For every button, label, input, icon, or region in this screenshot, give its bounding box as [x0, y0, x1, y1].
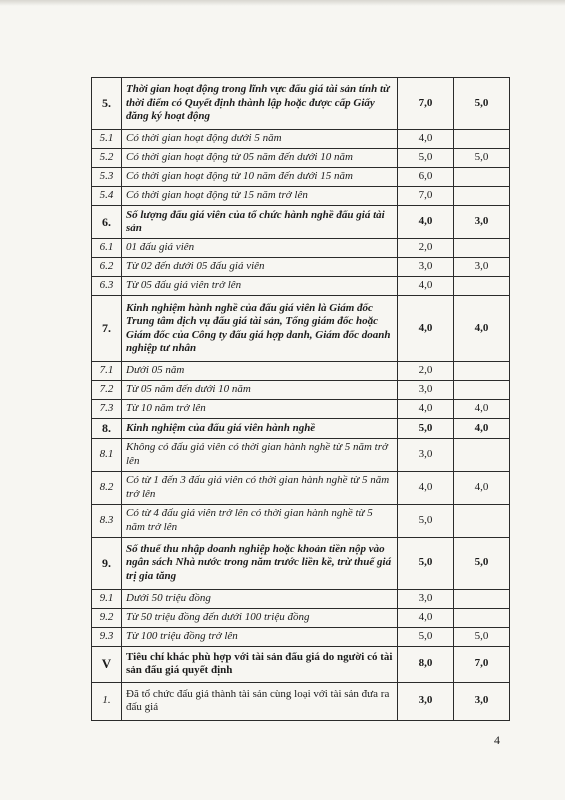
- max-score-cell: 4,0: [398, 400, 454, 419]
- criterion-number-cell: 5.4: [92, 187, 122, 206]
- max-score-cell: 5,0: [398, 627, 454, 646]
- criterion-number-cell: V: [92, 646, 122, 682]
- criterion-description-cell: Từ 05 năm đến dưới 10 năm: [122, 381, 398, 400]
- table-row: [92, 78, 510, 130]
- table-row: [92, 646, 510, 682]
- awarded-score-cell: 5,0: [454, 149, 510, 168]
- table-row: [92, 608, 510, 627]
- max-score-cell: 4,0: [398, 296, 454, 362]
- criterion-number-cell: 1.: [92, 682, 122, 720]
- max-score-cell: 8,0: [398, 646, 454, 682]
- criterion-description-cell: Có từ 4 đấu giá viên trở lên có thời gian hành nghề từ 5 năm trở lên: [122, 504, 398, 537]
- table-row: [92, 362, 510, 381]
- criterion-description-cell: Không có đấu giá viên có thời gian hành nghề từ 5 năm trở lên: [122, 438, 398, 471]
- criterion-description-cell: 01 đấu giá viên: [122, 239, 398, 258]
- page-number: 4: [494, 733, 500, 747]
- awarded-score-cell: [454, 239, 510, 258]
- awarded-score-cell: [454, 608, 510, 627]
- awarded-score-cell: 5,0: [454, 78, 510, 130]
- criterion-number-cell: 7.2: [92, 381, 122, 400]
- criterion-description-cell: Số thuế thu nhập doanh nghiệp hoặc khoản tiền nộp vào ngân sách Nhà nước trong năm trước liền kề, trừ thuế giá trị gia tăng: [122, 537, 398, 589]
- max-score-cell: 4,0: [398, 471, 454, 504]
- table-row: [92, 258, 510, 277]
- criterion-number-cell: 7.3: [92, 400, 122, 419]
- criterion-number-cell: 6.3: [92, 277, 122, 296]
- table-row: [92, 589, 510, 608]
- table-row: [92, 504, 510, 537]
- criterion-number-cell: 5.: [92, 78, 122, 130]
- max-score-cell: 3,0: [398, 438, 454, 471]
- awarded-score-cell: 3,0: [454, 206, 510, 239]
- table-row: [92, 400, 510, 419]
- criterion-number-cell: 8.: [92, 419, 122, 439]
- criterion-description-cell: Thời gian hoạt động trong lĩnh vực đấu giá tài sản tính từ thời điểm có Quyết định thành lập hoặc được cấp Giấy đăng ký hoạt động: [122, 78, 398, 130]
- table-row: [92, 419, 510, 439]
- awarded-score-cell: [454, 504, 510, 537]
- max-score-cell: 3,0: [398, 589, 454, 608]
- awarded-score-cell: [454, 381, 510, 400]
- criterion-number-cell: 5.2: [92, 149, 122, 168]
- max-score-cell: 5,0: [398, 419, 454, 439]
- awarded-score-cell: 4,0: [454, 400, 510, 419]
- max-score-cell: 3,0: [398, 381, 454, 400]
- max-score-cell: 7,0: [398, 187, 454, 206]
- criterion-description-cell: Từ 02 đến dưới 05 đấu giá viên: [122, 258, 398, 277]
- criterion-number-cell: 7.: [92, 296, 122, 362]
- criterion-description-cell: Từ 100 triệu đồng trở lên: [122, 627, 398, 646]
- max-score-cell: 3,0: [398, 258, 454, 277]
- table-row: [92, 206, 510, 239]
- criterion-description-cell: Từ 05 đấu giá viên trở lên: [122, 277, 398, 296]
- max-score-cell: 6,0: [398, 168, 454, 187]
- awarded-score-cell: [454, 130, 510, 149]
- scan-top-edge: [0, 0, 565, 6]
- awarded-score-cell: [454, 362, 510, 381]
- max-score-cell: 7,0: [398, 78, 454, 130]
- criterion-number-cell: 6.2: [92, 258, 122, 277]
- awarded-score-cell: 3,0: [454, 258, 510, 277]
- awarded-score-cell: [454, 277, 510, 296]
- table-row: [92, 471, 510, 504]
- table-row: [92, 239, 510, 258]
- awarded-score-cell: 4,0: [454, 471, 510, 504]
- awarded-score-cell: 4,0: [454, 296, 510, 362]
- max-score-cell: 2,0: [398, 239, 454, 258]
- criterion-description-cell: Từ 50 triệu đồng đến dưới 100 triệu đồng: [122, 608, 398, 627]
- criterion-number-cell: 9.1: [92, 589, 122, 608]
- criterion-number-cell: 9.3: [92, 627, 122, 646]
- criterion-number-cell: 8.2: [92, 471, 122, 504]
- awarded-score-cell: 5,0: [454, 627, 510, 646]
- criterion-number-cell: 8.3: [92, 504, 122, 537]
- awarded-score-cell: 3,0: [454, 682, 510, 720]
- max-score-cell: 5,0: [398, 149, 454, 168]
- criterion-description-cell: Có từ 1 đến 3 đấu giá viên có thời gian hành nghề từ 5 năm trở lên: [122, 471, 398, 504]
- table-row: [92, 627, 510, 646]
- table-row: [92, 149, 510, 168]
- table-row: [92, 168, 510, 187]
- criterion-number-cell: 9.2: [92, 608, 122, 627]
- criterion-description-cell: Tiêu chí khác phù hợp với tài sản đấu giá do người có tài sản đấu giá quyết định: [122, 646, 398, 682]
- max-score-cell: 4,0: [398, 277, 454, 296]
- max-score-cell: 2,0: [398, 362, 454, 381]
- criterion-description-cell: Kinh nghiệm hành nghề của đấu giá viên là Giám đốc Trung tâm dịch vụ đấu giá tài sản, Tổng giám đốc hoặc Giám đốc của Công ty đấu giá hợp danh, Giám đốc doanh nghiệp tư nhân: [122, 296, 398, 362]
- awarded-score-cell: 7,0: [454, 646, 510, 682]
- criterion-description-cell: Từ 10 năm trở lên: [122, 400, 398, 419]
- criterion-description-cell: Có thời gian hoạt động từ 15 năm trở lên: [122, 187, 398, 206]
- max-score-cell: 5,0: [398, 537, 454, 589]
- criterion-number-cell: 6.: [92, 206, 122, 239]
- scoring-criteria-table: [91, 77, 510, 721]
- table-row: [92, 682, 510, 720]
- awarded-score-cell: [454, 438, 510, 471]
- table-row: [92, 130, 510, 149]
- awarded-score-cell: 4,0: [454, 419, 510, 439]
- criterion-description-cell: Có thời gian hoạt động từ 05 năm đến dưới 10 năm: [122, 149, 398, 168]
- criterion-description-cell: Có thời gian hoạt động từ 10 năm đến dưới 15 năm: [122, 168, 398, 187]
- criterion-description-cell: Số lượng đấu giá viên của tổ chức hành nghề đấu giá tài sản: [122, 206, 398, 239]
- awarded-score-cell: [454, 589, 510, 608]
- max-score-cell: 4,0: [398, 130, 454, 149]
- table-row: [92, 438, 510, 471]
- criterion-description-cell: Có thời gian hoạt động dưới 5 năm: [122, 130, 398, 149]
- table-row: [92, 187, 510, 206]
- criterion-number-cell: 6.1: [92, 239, 122, 258]
- criterion-description-cell: Dưới 50 triệu đồng: [122, 589, 398, 608]
- table-row: [92, 537, 510, 589]
- table-body: [92, 78, 510, 721]
- criterion-number-cell: 7.1: [92, 362, 122, 381]
- max-score-cell: 4,0: [398, 608, 454, 627]
- table-row: [92, 381, 510, 400]
- criterion-number-cell: 9.: [92, 537, 122, 589]
- criterion-number-cell: 5.1: [92, 130, 122, 149]
- criterion-number-cell: 5.3: [92, 168, 122, 187]
- table-row: [92, 277, 510, 296]
- criterion-description-cell: Dưới 05 năm: [122, 362, 398, 381]
- awarded-score-cell: [454, 168, 510, 187]
- max-score-cell: 5,0: [398, 504, 454, 537]
- awarded-score-cell: 5,0: [454, 537, 510, 589]
- criterion-description-cell: Kinh nghiệm của đấu giá viên hành nghề: [122, 419, 398, 439]
- table-row: [92, 296, 510, 362]
- max-score-cell: 3,0: [398, 682, 454, 720]
- criterion-number-cell: 8.1: [92, 438, 122, 471]
- max-score-cell: 4,0: [398, 206, 454, 239]
- awarded-score-cell: [454, 187, 510, 206]
- criterion-description-cell: Đã tổ chức đấu giá thành tài sản cùng loại với tài sản đưa ra đấu giá: [122, 682, 398, 720]
